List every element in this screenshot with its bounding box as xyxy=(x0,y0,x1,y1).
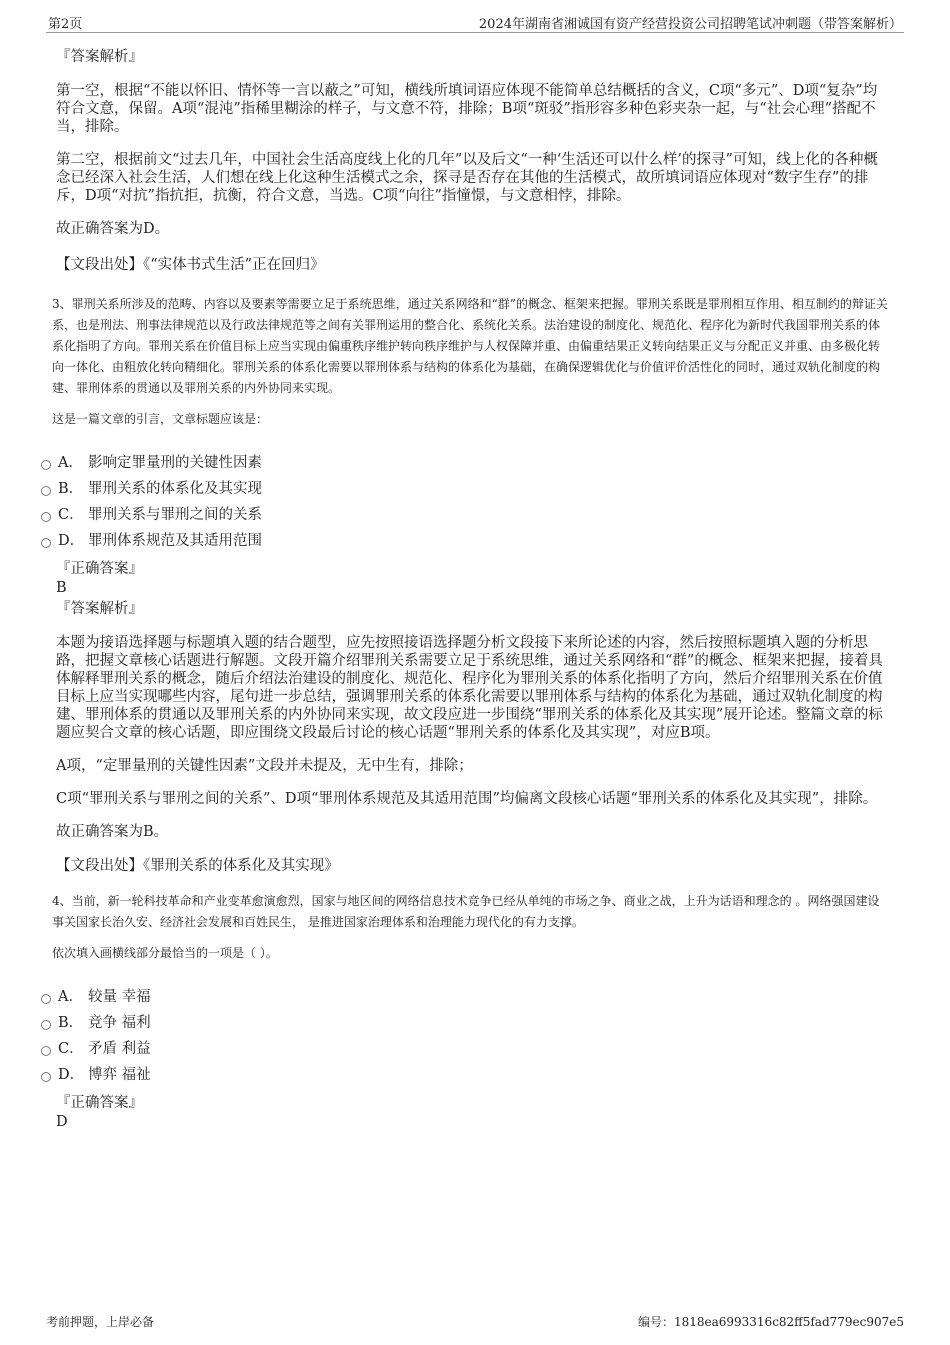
radio-button[interactable] xyxy=(41,1072,51,1082)
q2-analysis-para1: 第一空，根据“不能以怀旧、情怀等一言以蔽之”可知，横线所填词语应体现不能简单总结概括的含义，C项“多元”、D项“复杂”均符合文意，保留。A项“混沌”指稀里糊涂的样子，与文意不符，排除；B项“斑驳”指形容多种色彩夹杂一起，与“社会心理”搭配不当，排除。 xyxy=(56,83,878,135)
q3-option-a[interactable]: A． 影响定罪量刑的关键性因素 xyxy=(0,450,888,476)
q4-option-c[interactable]: C． 矛盾 利益 xyxy=(0,1036,888,1062)
q4-answer: D xyxy=(56,1114,68,1130)
q3-analysis-para2: A项，“定罪量刑的关键性因素”文段并未提及，无中生有，排除； xyxy=(56,758,473,774)
q4-passage: 4、当前，新一轮科技革命和产业变革愈演愈烈，国家与地区间的网络信息技术竞争已经从单纯的市场之争、商业之战，上升为话语和理念的 。网络强国建设事关国家长治久安、经济社会发展和百姓民生， 是推进国家治理体系和治理能力现代化的有力支撑。 xyxy=(52,894,880,929)
q4-option-a[interactable]: A． 较量 幸福 xyxy=(0,984,888,1010)
q4-options xyxy=(0,984,888,1088)
q3-conclusion: 故正确答案为B。 xyxy=(56,824,169,840)
q3-passage: 3、罪刑关系所涉及的范畴、内容以及要素等需要立足于系统思维，通过关系网络和“群”的概念、框架来把握。罪刑关系既是罪刑相互作用、相互制约的辩证关系，也是刑法、刑事法律规范以及行政法律规范等之间有关罪刑运用的整合化、系统化关系。法治建设的制度化、规范化、程序化为新时代我国罪刑关系的体系化指明了方向。罪刑关系在价值目标上应当实现由偏重秩序维护转向秩序维护与人权保障并重、由偏重结果正义转向结果正义与分配正义并重、由多极化转向一体化、由粗放化转向精细化。罪刑关系的体系化需要以罪刑体系与结构的体系化为基础，在确保逻辑优化与价值评价活性化的同时，通过双轨化制度的构建、罪刑体系的贯通以及罪刑关系的内外协同来实现。 xyxy=(52,297,888,395)
q4-option-b[interactable]: B． 竞争 福利 xyxy=(0,1010,888,1036)
radio-button[interactable] xyxy=(41,994,51,1004)
main-content xyxy=(52,46,888,1131)
radio-button[interactable] xyxy=(41,538,51,548)
page-number: 第2页 xyxy=(48,17,83,32)
q3-option-d[interactable]: D． 罪刑体系规范及其适用范围 xyxy=(0,528,888,554)
q3-analysis-para3: C项“罪刑关系与罪刑之间的关系”、D项“罪刑体系规范及其适用范围”均偏离文段核心话题“罪刑关系的体系化及其实现”，排除。 xyxy=(56,791,878,807)
footer-slogan: 考前押题，上岸必备 xyxy=(46,1315,155,1329)
radio-button[interactable] xyxy=(41,1020,51,1030)
document-id: 编号：1818ea6993316c82ff5fad779ec907e5 xyxy=(637,1315,904,1329)
q3-option-b[interactable]: B． 罪刑关系的体系化及其实现 xyxy=(0,476,888,502)
q3-source: 【文段出处】《罪刑关系的体系化及其实现》 xyxy=(56,858,339,874)
q2-analysis-tag: 『答案解析』 xyxy=(56,49,143,65)
q3-option-c[interactable]: C． 罪刑关系与罪刑之间的关系 xyxy=(0,502,888,528)
q3-answer: B xyxy=(56,580,67,596)
document-title: 2024年湖南省湘诚国有资产经营投资公司招聘笔试冲刺题（带答案解析） xyxy=(478,17,902,32)
q3-answer-tag: 『正确答案』 xyxy=(56,561,143,577)
q4-option-d[interactable]: D． 博弈 福祉 xyxy=(0,1062,888,1088)
radio-button[interactable] xyxy=(41,1046,51,1056)
q3-question: 这是一篇文章的引言，文章标题应该是： xyxy=(52,412,269,426)
q3-analysis-para1: 本题为接语选择题与标题填入题的结合题型，应先按照接语选择题分析文段接下来所论述的内容，然后按照标题填入题的分析思路，把握文章核心话题进行解题。文段开篇介绍罪刑关系需要立足于系统思维，通过关系网络和“群”的概念、框架来把握，接着具体解释罪刑关系的概念，随后介绍法治建设的制度化、规范化、程序化为罪刑关系的体系化指明了方向，然后介绍罪刑关系在价值目标上应当实现哪些内容，尾句进一步总结，强调罪刑关系的体系化需要以罪刑体系与结构的体系化为基础，通过双轨化制度的构建、罪刑体系的贯通以及罪刑关系的内外协同来实现，故文段应进一步围绕“罪刑关系的体系化及其实现”展开论述。整篇文章的标题应契合文章的核心话题，即应围绕文段最后讨论的核心话题“罪刑关系的体系化及其实现”，对应B项。 xyxy=(56,635,883,741)
q2-source: 【文段出处】《“实体书式生活”正在回归》 xyxy=(56,257,325,273)
radio-button[interactable] xyxy=(41,460,51,470)
q3-analysis-tag: 『答案解析』 xyxy=(56,601,143,617)
q4-question: 依次填入画横线部分最恰当的一项是（ ）。 xyxy=(52,946,278,960)
q2-analysis-para2: 第二空，根据前文“过去几年，中国社会生活高度线上化的几年”以及后文“一种‘生活还可以什么样’的探寻”可知，线上化的各种概念已经深入社会生活，人们想在线上化这种生活模式之余，探寻是否存在其他的生活模式，故所填词语应体现对“数字生存”的排斥，D项“对抗”指抗拒，抗衡，符合文意，当选。C项“向往”指憧憬，与文意相悖，排除。 xyxy=(56,152,878,204)
q2-conclusion: 故正确答案为D。 xyxy=(56,221,170,237)
radio-button[interactable] xyxy=(41,512,51,522)
q3-options xyxy=(0,450,888,554)
radio-button[interactable] xyxy=(41,486,51,496)
q4-answer-tag: 『正确答案』 xyxy=(56,1095,143,1111)
page-header xyxy=(46,10,904,33)
